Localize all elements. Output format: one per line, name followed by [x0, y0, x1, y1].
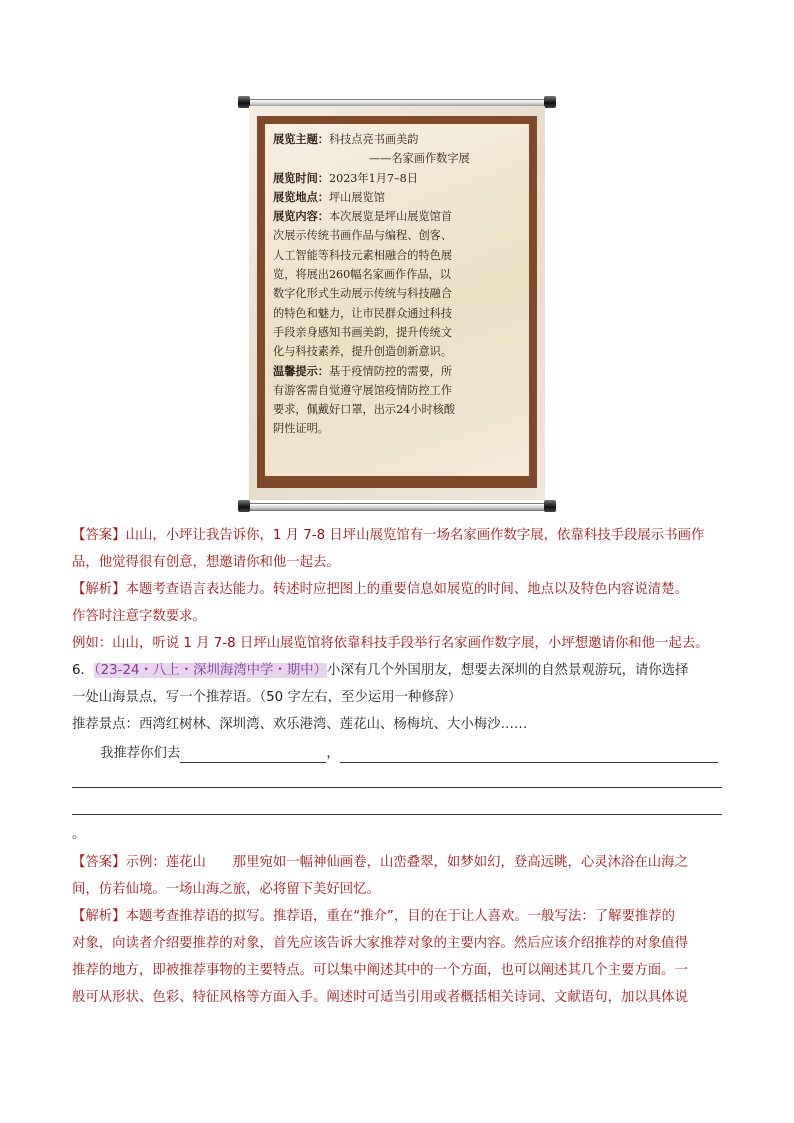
fill-in-line: [100, 745, 718, 763]
tip-line: 阴性证明。: [273, 422, 329, 436]
content-line: 人工智能等科技元素相融合的特色展: [273, 248, 453, 262]
blank-spot[interactable]: [180, 748, 326, 763]
q6-stem: [72, 662, 689, 680]
answer-blank-line[interactable]: [72, 787, 722, 788]
theme-subtitle: ——名家画作数字展: [369, 152, 470, 166]
tip-label: 温馨提示：: [273, 363, 329, 378]
blank-reason[interactable]: [340, 748, 718, 763]
answer-tag: 【答案】: [72, 855, 126, 870]
fill-prefix: 我推荐你们去: [100, 746, 181, 761]
poster-frame: [257, 116, 537, 488]
q6-stem-cont: 一处山海景点，写一个推荐语。（50 字左右，至少运用一种修辞）: [72, 690, 462, 705]
fill-period: 。: [72, 827, 86, 842]
content-label: 展览内容：: [273, 209, 329, 224]
poster-content: [265, 124, 529, 476]
q5-answer-cont: 品，他觉得很有创意，想邀请你和他一起去。: [72, 555, 340, 570]
answer-text: 示例：莲花山 那里宛如一幅神仙画卷，山峦叠翠，如梦如幻，登高远眺，心灵沐浴在山海之: [125, 855, 688, 870]
content-line: 化与科技素养，提升创造创新意识。: [273, 345, 453, 359]
content-line: 本次展览是坪山展览馆首: [328, 210, 453, 224]
answer-tag: 【答案】: [72, 528, 126, 543]
time-label: 展览时间：: [273, 170, 329, 185]
q6-analysis-cont: 对象，向读者介绍要推荐的对象，首先应该告诉大家推荐对象的主要内容。然后应该介绍推荐的对象值得: [72, 936, 688, 951]
place-label: 展览地点：: [273, 189, 329, 204]
content-line: 数字化形式生动展示传统与科技融合: [273, 287, 453, 301]
content-line: 手段亲身感知书画美韵，提升传统文: [273, 325, 453, 339]
q6-analysis-cont: 般可从形状、色彩、特征风格等方面入手。阐述时可适当引用或者概括相关诗词、文献语句，加以具体说: [72, 990, 688, 1005]
q6-answer-cont: 间，仿若仙境。一场山海之旅，必将留下美好回忆。: [72, 882, 380, 897]
q5-analysis: [72, 581, 688, 599]
recommended-spots: 推荐景点：西湾红树林、深圳湾、欢乐港湾、莲花山、杨梅坑、大小梅沙……: [72, 717, 528, 732]
analysis-tag: 【解析】: [72, 909, 126, 924]
q5-example: 例如：山山，听说 1 月 7-8 日坪山展览馆将依靠科技手段举行名家画作数字展，小坪想邀请你和他一起去。: [72, 636, 709, 651]
answer-text: 山山，小坪让我告诉你，1 月 7-8 日坪山展览馆有一场名家画作数字展，依靠科技手段展示书画作: [125, 528, 705, 543]
q5-analysis-cont: 作答时注意字数要求。: [72, 609, 206, 624]
q6-analysis: [72, 908, 675, 926]
answer-blank-line[interactable]: [72, 814, 722, 815]
analysis-text: 本题考查语言表达能力。转述时应把图上的重要信息如展览的时间、地点以及特色内容说清楚。: [125, 582, 688, 597]
content-line: 的特色和魅力，让市民群众通过科技: [273, 306, 453, 320]
theme-label: 展览主题：: [273, 132, 329, 146]
content-line: 次展示传统书画作品与编程、创客、: [273, 229, 453, 243]
question-text: 小深有几个外国朋友，想要去深圳的自然景观游玩，请你选择: [327, 663, 689, 678]
fill-comma: ，: [326, 746, 340, 761]
q5-answer: [72, 527, 704, 545]
question-number: 6．: [72, 663, 94, 678]
analysis-tag: 【解析】: [72, 582, 126, 597]
analysis-text: 本题考查推荐语的拟写。推荐语，重在“推介”，目的在于让人喜欢。一般写法：了解要推荐的: [125, 909, 676, 924]
exhibition-scroll-poster: [238, 96, 556, 514]
tip-line: 基于疫情防控的需要，所: [328, 364, 453, 378]
content-line: 览，将展出260幅名家画作作品，以: [273, 268, 451, 282]
place-text: 坪山展览馆: [328, 190, 385, 204]
scroll-bottom-rod: [238, 500, 556, 512]
theme-text: 科技点亮书画美韵: [328, 133, 419, 146]
q6-analysis-cont: 推荐的地方，即被推荐事物的主要特点。可以集中阐述其中的一个方面，也可以阐述其几个主要方面。一: [72, 963, 688, 978]
time-text: 2023年1月7–8日: [328, 171, 418, 185]
q6-answer: [72, 854, 688, 872]
tip-line: 有游客需自觉遵守展馆疫情防控工作: [273, 383, 453, 397]
tip-line: 要求，佩戴好口罩，出示24小时核酸: [273, 403, 456, 417]
scroll-paper: [249, 106, 545, 500]
question-source: （23-24・八上・深圳海湾中学・期中）: [93, 663, 327, 678]
